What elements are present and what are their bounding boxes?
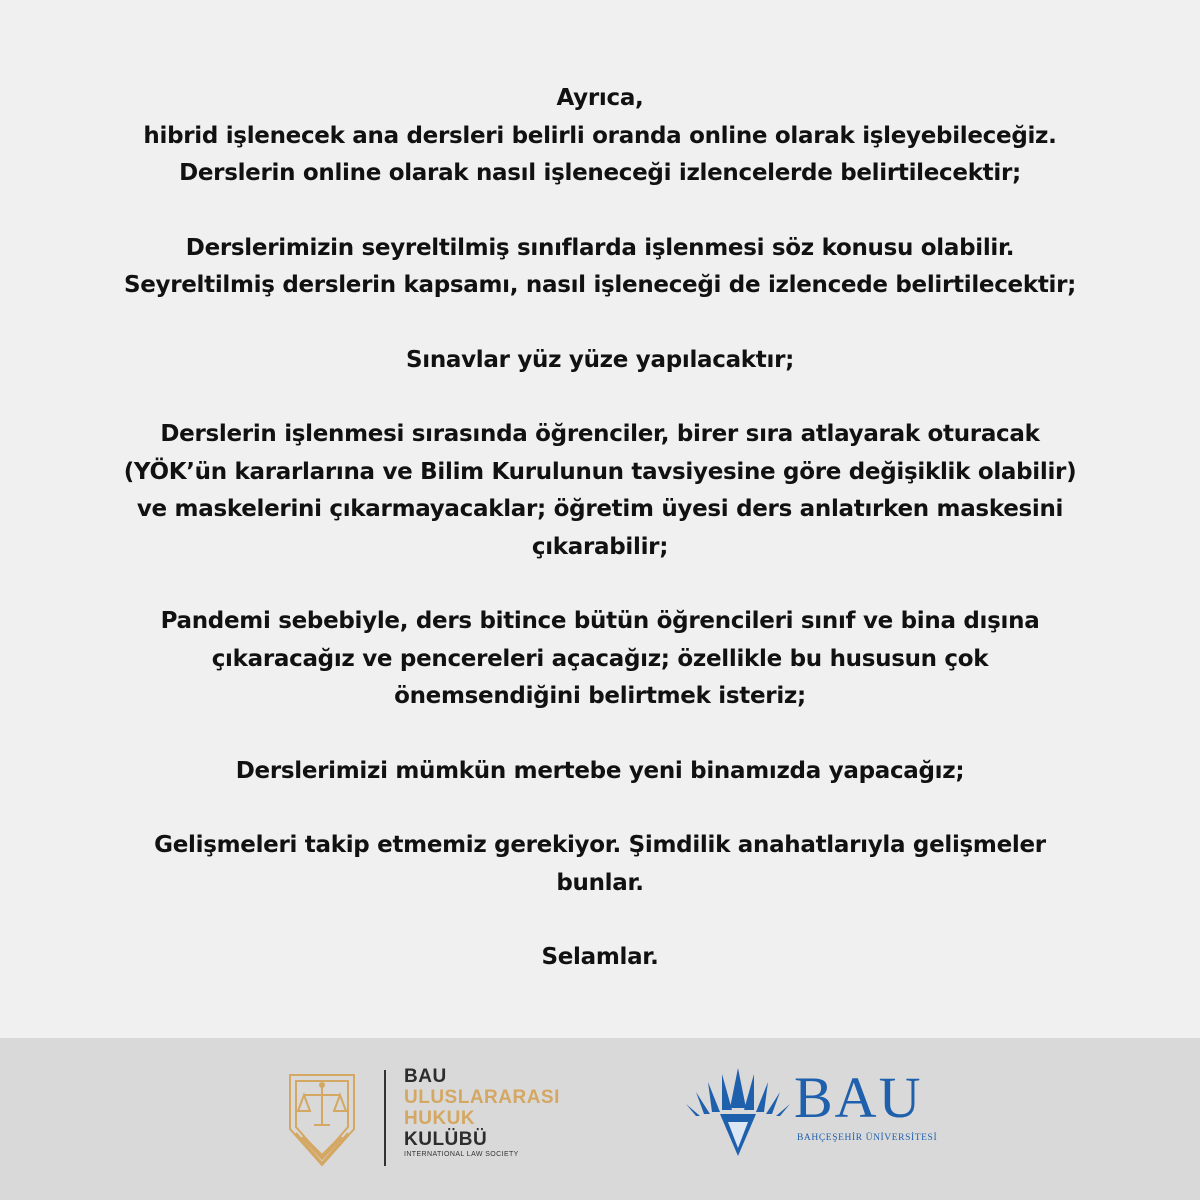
text-line: Derslerin online olarak nasıl işleneceği izlencelerde belirtilecektir;: [179, 160, 1021, 186]
text-line: Pandemi sebebiyle, ders bitince bütün öğrencileri sınıf ve bina dışına: [160, 608, 1040, 634]
text-line: Seyreltilmiş derslerin kapsamı, nasıl işleneceği de izlencede belirtilecektir;: [123, 272, 1077, 298]
text-line: hibrid işlenecek ana dersleri belirli oranda online olarak işleyebileceğiz.: [143, 122, 1057, 149]
paragraph: [0, 342, 1200, 380]
club-name-line4: KULÜBÜ: [404, 1129, 488, 1150]
text-line: Ayrıca,: [556, 85, 644, 111]
scales-of-justice-shield-icon: [282, 1067, 362, 1175]
paragraph: [0, 416, 1200, 566]
text-line: bunlar.: [556, 869, 644, 896]
paragraph: [0, 827, 1200, 902]
paragraph: [0, 230, 1200, 305]
text-line: ve maskelerini çıkarmayacaklar; öğretim üyesi ders anlatırken maskesini: [136, 496, 1064, 522]
text-line: çıkaracağız ve pencereleri açacağız; özellikle bu hususun çok: [211, 645, 989, 672]
text-line: önemsendiğini belirtmek isteriz;: [394, 683, 806, 709]
club-name-line3: HUKUK: [404, 1108, 476, 1129]
announcement-body: [0, 80, 1200, 1014]
club-name-line1: BAU: [404, 1066, 447, 1087]
text-line: Sınavlar yüz yüze yapılacaktır;: [405, 346, 795, 373]
text-line: Derslerimizin seyreltilmiş sınıflarda işlenmesi söz konusu olabilir.: [185, 234, 1015, 261]
text-line: Derslerimizi mümkün mertebe yeni binamızda yapacağız;: [235, 757, 965, 784]
club-name-line2: ULUSLARARASI: [404, 1087, 560, 1108]
club-tagline: INTERNATIONAL LAW SOCIETY: [404, 1151, 519, 1158]
university-name: BAHÇEŞEHİR ÜNİVERSİTESİ: [797, 1133, 938, 1143]
paragraph: [0, 753, 1200, 791]
text-line: (YÖK’ün kararlarına ve Bilim Kurulunun tavsiyesine göre değişiklik olabilir): [123, 458, 1077, 485]
bau-wordmark: BAU: [794, 1065, 923, 1130]
paragraph: [0, 603, 1200, 716]
paragraph: [0, 80, 1200, 193]
club-name: [404, 1066, 560, 1160]
footer: [0, 1038, 1200, 1200]
text-line: Gelişmeleri takip etmemiz gerekiyor. Şimdilik anahatlarıyla gelişmeler: [154, 832, 1046, 858]
text-line: çıkarabilir;: [531, 533, 669, 560]
bau-crown-emblem-icon: [686, 1068, 790, 1160]
text-line: Selamlar.: [541, 944, 659, 970]
text-line: Derslerin işlenmesi sırasında öğrenciler, birer sıra atlayarak oturacak: [160, 421, 1040, 447]
paragraph: [0, 939, 1200, 977]
logo-divider: [384, 1070, 386, 1166]
